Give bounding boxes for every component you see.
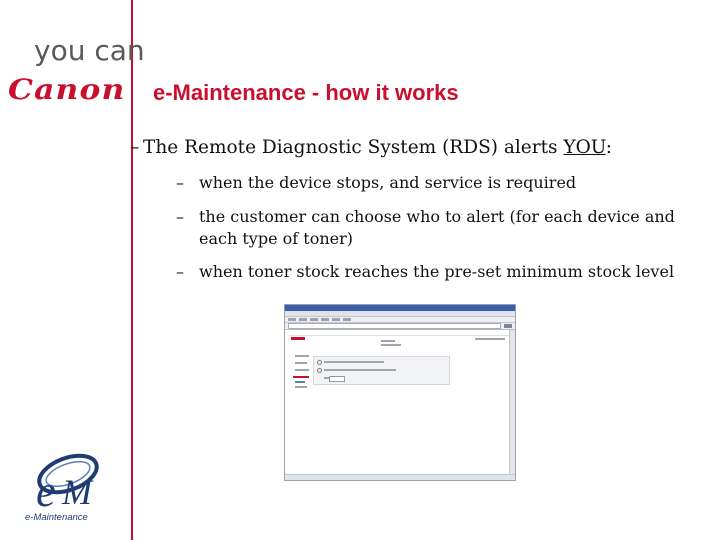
sub-bullet-text: when toner stock reaches the pre-set minimum stock level	[199, 262, 675, 281]
main-bullet-text: The Remote Diagnostic System (RDS) alerts	[143, 137, 564, 158]
browser-scrollbar	[509, 330, 515, 475]
sub-bullet-text: when the device stops, and service is required	[199, 173, 577, 192]
browser-page-logo	[291, 337, 305, 340]
e-maintenance-caption: e-Maintenance	[25, 512, 88, 523]
bullet-dash: –	[130, 137, 140, 158]
sub-bullet-dash: –	[176, 173, 184, 192]
browser-select-box	[329, 376, 345, 382]
browser-screenshot-thumbnail	[284, 304, 516, 481]
canon-logo: Canon	[8, 73, 126, 106]
sub-bullet-dash: –	[176, 262, 184, 281]
sub-bullet	[176, 261, 676, 283]
sub-bullet-dash: –	[176, 207, 184, 226]
main-bullet-suffix: :	[605, 137, 612, 158]
svg-text:e: e	[36, 467, 56, 516]
main-bullet	[130, 137, 612, 158]
browser-address-bar	[285, 323, 515, 330]
sub-bullet	[176, 206, 706, 250]
svg-text:M: M	[62, 472, 92, 512]
browser-status-bar	[285, 474, 515, 480]
slide-title: e-Maintenance - how it works	[153, 80, 459, 105]
sub-bullet-text: the customer can choose who to alert (for each device and each type of toner)	[199, 207, 675, 248]
brand-tagline: you can	[34, 34, 145, 67]
sub-bullet	[176, 172, 696, 194]
main-bullet-emphasis: YOU	[563, 137, 606, 158]
